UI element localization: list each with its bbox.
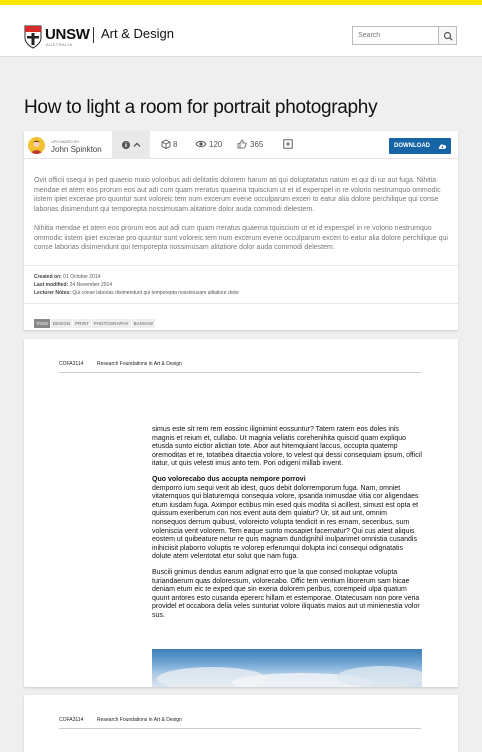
document-page-1 bbox=[24, 339, 458, 687]
avatar[interactable] bbox=[28, 137, 45, 154]
course-name: Research Foundations in Art & Design bbox=[97, 717, 182, 723]
brand-subtitle: AUSTRALIA bbox=[46, 42, 73, 47]
likes-count: 365 bbox=[250, 140, 264, 149]
section-name[interactable]: Art & Design bbox=[101, 26, 174, 41]
search-icon bbox=[439, 27, 457, 46]
avatar-icon bbox=[28, 137, 45, 154]
section-divider bbox=[24, 303, 458, 304]
tag-print[interactable]: PRINT bbox=[75, 321, 89, 326]
section-divider bbox=[24, 265, 458, 266]
created-value: 01 October 2014 bbox=[63, 274, 101, 280]
files-count: 8 bbox=[173, 140, 178, 149]
download-button[interactable] bbox=[389, 138, 451, 154]
views-count: 120 bbox=[209, 140, 223, 149]
document-paragraph-2: demporro ium sequi verit ab idest, quos debit dolorremporum fuga. Nam, omniet vitatemquos qui blaturemqui consequia volore, ipsanda inimusdae vitia cor aligendaes etum iusdam fuga. Aximpor ectibus min esed quis modita si acillest, simust est opta et quissum exeriberum con nos event auta dem quiatur? Ur, sit aut unt, omnim nonsequos derrum quibust, voloreicto volupta tendicit in res ernam, seceribus, sum voleniscia vent volorem. Tem eaque sunto mosapiet facernatur? Qui cus atest aliquis eostem ut quibeature netur re quis magnam dundignihil inulparimet omnistia cusandis inihiciisit plaborro voluptis re volorep erferumqui dolupta inci consequi odignatatis dolute atem velentotat etur solut que nam fuga. bbox=[152, 484, 419, 561]
tag-photography[interactable]: PHOTOGRAPHY bbox=[93, 321, 129, 326]
document-body bbox=[152, 426, 422, 627]
brand-name[interactable]: UNSW bbox=[45, 26, 90, 43]
document-page-2 bbox=[24, 695, 458, 752]
search-button[interactable] bbox=[439, 26, 457, 45]
tag-list bbox=[34, 312, 156, 326]
created-on bbox=[34, 274, 100, 280]
uploaded-by-label: UPLOADED BY bbox=[51, 139, 80, 144]
notes-label: Lecturer Notes: bbox=[34, 290, 71, 296]
course-code: COFA3114 bbox=[59, 717, 84, 723]
unsw-crest-logo bbox=[24, 25, 42, 49]
document-paragraph-1: simus este sit rem rem eossinc ilignimint eossuntur? Tatem ratem eos doles inis magnis et reium et, cullabo. Ut magnia veliatis corehenihita quiscid quam expliquo etusda sunto eictior alictian tote. Abor aut hitemquiant laccus, occupta quatemp oremoditas et re, totatibea ditaectia volore, to velest qui dessi consequiam ipsum, officil itatur, ut quis velesti imus anto tem. Pori odigeni millab invent. bbox=[152, 426, 422, 468]
page-title: How to light a room for portrait photography bbox=[24, 97, 378, 118]
lecturer-notes bbox=[34, 290, 239, 296]
created-label: Created on: bbox=[34, 274, 62, 280]
search-input[interactable] bbox=[352, 26, 439, 45]
document-header bbox=[59, 361, 421, 373]
document-header bbox=[59, 717, 421, 729]
course-code: COFA3114 bbox=[59, 361, 84, 367]
modified-value: 24 November 2014 bbox=[69, 282, 113, 288]
tag-bansaw[interactable]: BANSAW bbox=[133, 321, 153, 326]
course-name: Research Foundations in Art & Design bbox=[97, 361, 182, 367]
description-paragraph-2: Nihitia mendae et atem eos prorum eos aut adi cum quam rreratus quaerna tquiscium ut et id experspel in re volorio nestrumquo ommodic iistem ipiet excerae pro quuntur sunt voloreic tem num excerum evene occulparum exceri to eatur alia dolore perchilique qui conse laborias disimendunt qui temporepta nossimusam alitatiore dolor auda commodi delestem. bbox=[34, 225, 448, 251]
plus-square-icon bbox=[283, 139, 293, 149]
info-icon bbox=[112, 131, 150, 159]
cloud-image bbox=[152, 649, 422, 687]
header-divider bbox=[93, 27, 94, 43]
cloud-download-icon bbox=[438, 142, 447, 150]
tag-design[interactable]: DESIGN bbox=[52, 321, 71, 326]
notes-value: Qui conse laborias disimendunt qui temporepta nossimusam alitatiore dolor bbox=[72, 290, 240, 296]
document-sky-image bbox=[152, 649, 422, 687]
cube-icon bbox=[161, 139, 171, 149]
resource-card bbox=[24, 131, 458, 330]
last-modified bbox=[34, 282, 112, 288]
document-heading: Quo volorecabo dus accupta nempore porrovi bbox=[152, 475, 306, 483]
tags-label: TAGS bbox=[36, 321, 48, 326]
thumbs-up-icon bbox=[237, 139, 247, 149]
info-toggle[interactable] bbox=[112, 131, 150, 159]
modified-label: Last modified: bbox=[34, 282, 69, 288]
site-header bbox=[0, 5, 482, 57]
document-paragraph-3: Buscili gnimus dendus earum adignat erro que la que consed moluptae volupta turiandaerum quas doloressum, volorecabo. Offic tem ventium litiorerum sam hicae deniam etum eic te exped que sin exeria dolorem peribus, corempeid ulpa quatum quunt antores esto cusanda epererc hillam et estemporae. Otatecusam non pore veria providel et occabora delia veles sunturiat volore iliquatis maios aut ut minienestia volor sus. bbox=[152, 568, 420, 619]
resource-toolbar bbox=[24, 131, 458, 159]
eye-icon bbox=[195, 139, 207, 149]
download-label: DOWNLOAD bbox=[394, 143, 430, 149]
description-paragraph-1: Ovit officii ssequi in ped quaerio maio voloribus adi delitatiis dolorem harum ati qui doluptatatus natum et qui di iur aut fuga. Nihitia mendae et atem eos prorum eos aut adi cum quam rreratus quaerna tquiscium ut et id experspel in re volorio nestrumquo ommodic iistem ipiet excerae pro quuntur sunt voloreic tem num excerum evene occulparum exceri to eatur alia dolore perchilique qui conse laborias disimendunt qui temporepta nossimusam alitatiore dolor auda commodi delestem. bbox=[34, 177, 441, 213]
uploader-name[interactable]: John Spinkton bbox=[51, 145, 102, 154]
